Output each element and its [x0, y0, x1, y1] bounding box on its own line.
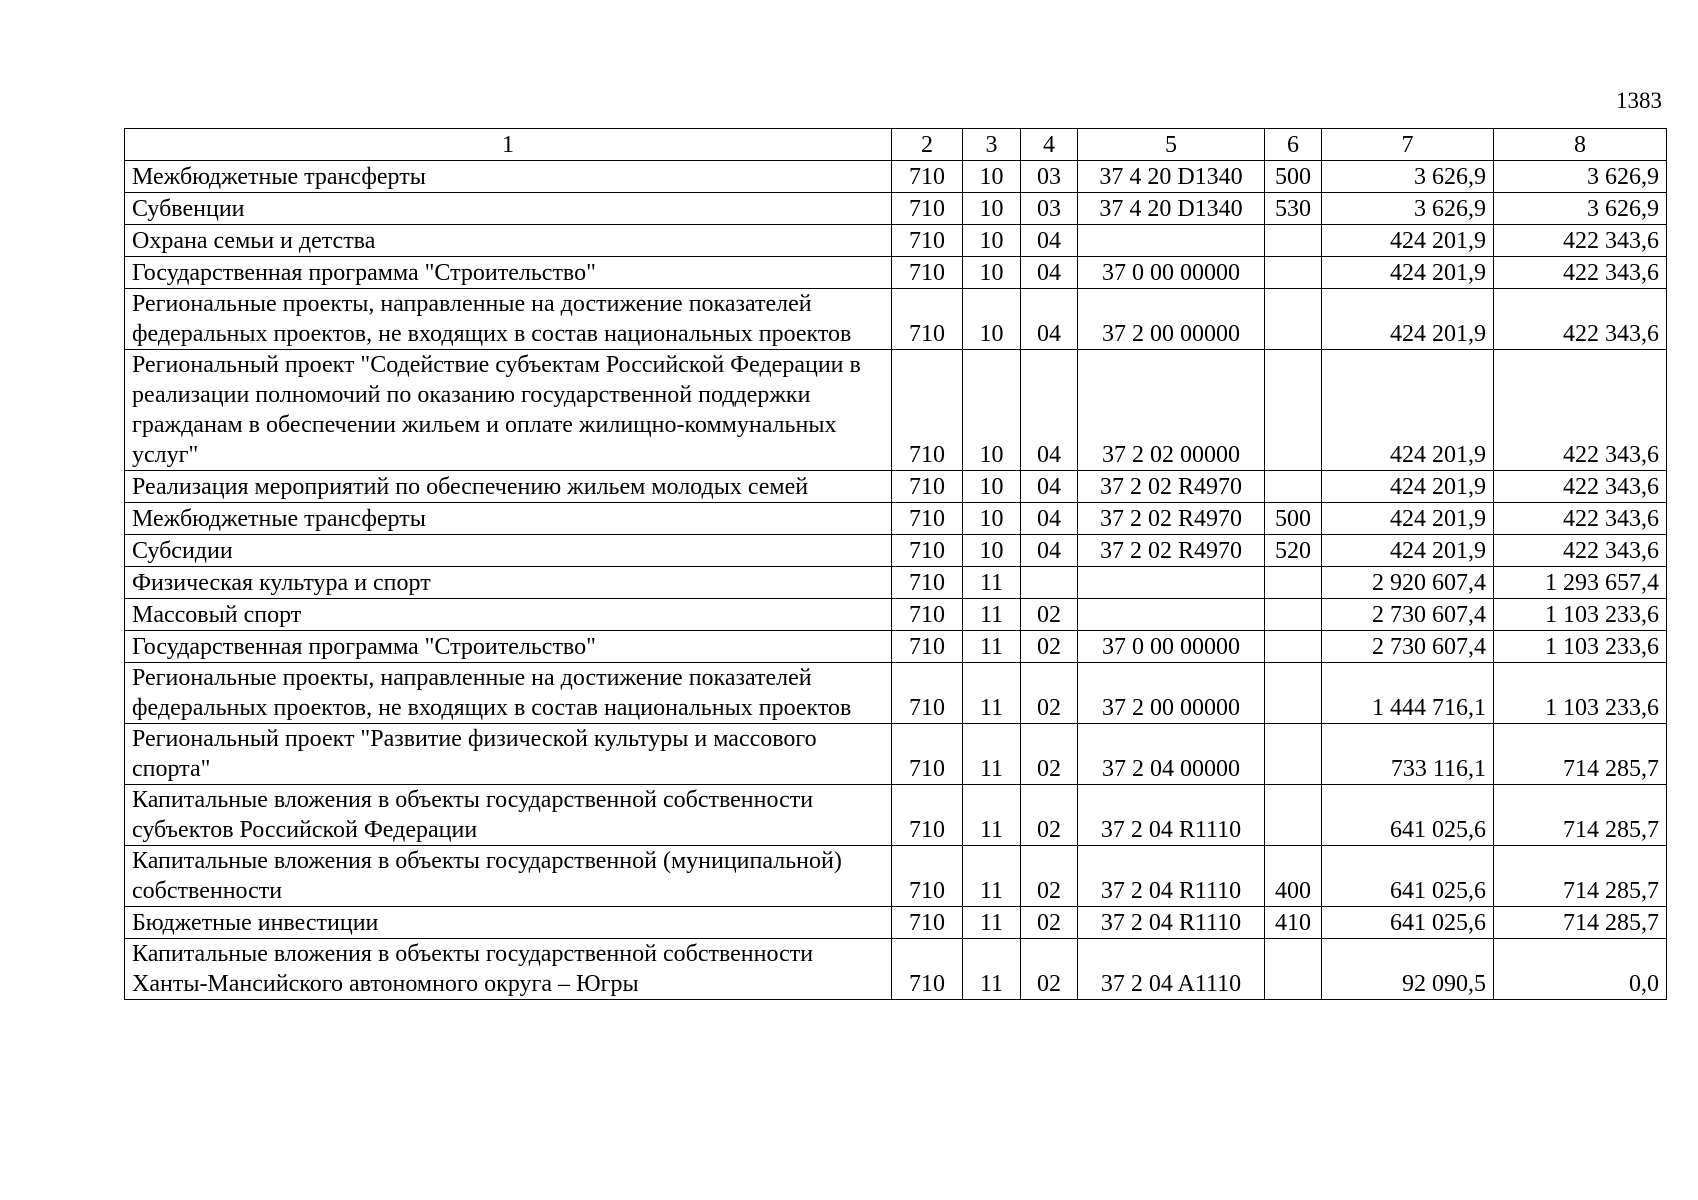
row-target-article-cell: 37 2 00 00000 — [1078, 663, 1265, 724]
row-expense-type-cell: 400 — [1265, 846, 1322, 907]
row-admin-code-cell: 710 — [892, 503, 963, 535]
row-admin-code-cell: 710 — [892, 471, 963, 503]
row-amount-col7-cell: 2 730 607,4 — [1322, 599, 1494, 631]
row-name-cell: Межбюджетные трансферты — [125, 161, 892, 193]
table-row — [125, 257, 1667, 289]
row-amount-col8-cell: 1 293 657,4 — [1494, 567, 1667, 599]
table-row — [125, 724, 1667, 785]
row-target-article-cell — [1078, 225, 1265, 257]
row-amount-col7-cell: 2 920 607,4 — [1322, 567, 1494, 599]
row-section-cell: 10 — [963, 350, 1021, 471]
row-section-cell: 11 — [963, 939, 1021, 1000]
row-name-cell: Государственная программа "Строительство" — [125, 631, 892, 663]
row-name-cell: Капитальные вложения в объекты государственной собственности Ханты-Мансийского автономного округа – Югры — [125, 939, 892, 1000]
table-row — [125, 161, 1667, 193]
row-amount-col8-cell: 422 343,6 — [1494, 257, 1667, 289]
row-subsection-cell: 02 — [1021, 724, 1078, 785]
table-row — [125, 846, 1667, 907]
row-name-cell: Бюджетные инвестиции — [125, 907, 892, 939]
row-target-article-cell: 37 4 20 D1340 — [1078, 161, 1265, 193]
row-target-article-cell: 37 4 20 D1340 — [1078, 193, 1265, 225]
row-amount-col8-cell: 3 626,9 — [1494, 193, 1667, 225]
row-amount-col7-cell: 641 025,6 — [1322, 785, 1494, 846]
row-subsection-cell: 03 — [1021, 161, 1078, 193]
row-expense-type-cell — [1265, 471, 1322, 503]
row-subsection-cell: 04 — [1021, 503, 1078, 535]
header-cell-1: 1 — [125, 129, 892, 161]
row-expense-type-cell: 530 — [1265, 193, 1322, 225]
row-section-cell: 10 — [963, 193, 1021, 225]
row-admin-code-cell: 710 — [892, 907, 963, 939]
table-row — [125, 535, 1667, 567]
row-amount-col7-cell: 424 201,9 — [1322, 535, 1494, 567]
row-section-cell: 10 — [963, 289, 1021, 350]
row-target-article-cell: 37 2 02 00000 — [1078, 350, 1265, 471]
row-amount-col7-cell: 424 201,9 — [1322, 503, 1494, 535]
row-name-cell: Региональный проект "Развитие физической культуры и массового спорта" — [125, 724, 892, 785]
row-expense-type-cell — [1265, 599, 1322, 631]
table-row — [125, 663, 1667, 724]
row-section-cell: 10 — [963, 471, 1021, 503]
row-amount-col7-cell: 424 201,9 — [1322, 350, 1494, 471]
row-subsection-cell: 04 — [1021, 225, 1078, 257]
table-row — [125, 907, 1667, 939]
header-cell-2: 2 — [892, 129, 963, 161]
row-subsection-cell: 03 — [1021, 193, 1078, 225]
row-amount-col7-cell: 424 201,9 — [1322, 471, 1494, 503]
table-row — [125, 289, 1667, 350]
row-subsection-cell: 04 — [1021, 350, 1078, 471]
row-name-cell: Капитальные вложения в объекты государственной (муниципальной) собственности — [125, 846, 892, 907]
row-amount-col7-cell: 641 025,6 — [1322, 846, 1494, 907]
row-name-cell: Субвенции — [125, 193, 892, 225]
table-body — [125, 161, 1667, 1000]
row-admin-code-cell: 710 — [892, 724, 963, 785]
row-expense-type-cell — [1265, 631, 1322, 663]
row-section-cell: 10 — [963, 257, 1021, 289]
row-target-article-cell: 37 2 00 00000 — [1078, 289, 1265, 350]
row-amount-col7-cell: 641 025,6 — [1322, 907, 1494, 939]
row-subsection-cell: 02 — [1021, 846, 1078, 907]
row-amount-col8-cell: 3 626,9 — [1494, 161, 1667, 193]
row-amount-col7-cell: 733 116,1 — [1322, 724, 1494, 785]
row-section-cell: 11 — [963, 663, 1021, 724]
row-amount-col8-cell: 422 343,6 — [1494, 289, 1667, 350]
row-amount-col8-cell: 1 103 233,6 — [1494, 631, 1667, 663]
row-target-article-cell: 37 2 02 R4970 — [1078, 471, 1265, 503]
row-name-cell: Физическая культура и спорт — [125, 567, 892, 599]
row-admin-code-cell: 710 — [892, 599, 963, 631]
row-expense-type-cell: 500 — [1265, 161, 1322, 193]
row-admin-code-cell: 710 — [892, 567, 963, 599]
row-subsection-cell: 02 — [1021, 663, 1078, 724]
row-amount-col7-cell: 3 626,9 — [1322, 193, 1494, 225]
table-row — [125, 350, 1667, 471]
row-subsection-cell: 02 — [1021, 939, 1078, 1000]
row-amount-col8-cell: 422 343,6 — [1494, 225, 1667, 257]
row-admin-code-cell: 710 — [892, 939, 963, 1000]
table-row — [125, 939, 1667, 1000]
table-row — [125, 631, 1667, 663]
row-expense-type-cell — [1265, 289, 1322, 350]
row-subsection-cell: 02 — [1021, 785, 1078, 846]
table-row — [125, 193, 1667, 225]
row-admin-code-cell: 710 — [892, 193, 963, 225]
header-cell-5: 5 — [1078, 129, 1265, 161]
row-admin-code-cell: 710 — [892, 631, 963, 663]
row-admin-code-cell: 710 — [892, 225, 963, 257]
header-cell-3: 3 — [963, 129, 1021, 161]
row-section-cell: 10 — [963, 503, 1021, 535]
page-number: 1383 — [1616, 88, 1662, 113]
header-row — [125, 129, 1667, 161]
row-target-article-cell: 37 2 04 R1110 — [1078, 846, 1265, 907]
row-admin-code-cell: 710 — [892, 846, 963, 907]
row-admin-code-cell: 710 — [892, 350, 963, 471]
row-section-cell: 11 — [963, 724, 1021, 785]
row-target-article-cell: 37 0 00 00000 — [1078, 631, 1265, 663]
row-amount-col8-cell: 422 343,6 — [1494, 350, 1667, 471]
row-target-article-cell: 37 2 04 00000 — [1078, 724, 1265, 785]
row-expense-type-cell: 520 — [1265, 535, 1322, 567]
row-subsection-cell: 02 — [1021, 631, 1078, 663]
row-amount-col7-cell: 424 201,9 — [1322, 257, 1494, 289]
row-target-article-cell: 37 2 04 A1110 — [1078, 939, 1265, 1000]
row-name-cell: Массовый спорт — [125, 599, 892, 631]
row-section-cell: 11 — [963, 907, 1021, 939]
row-expense-type-cell — [1265, 785, 1322, 846]
row-amount-col8-cell: 422 343,6 — [1494, 471, 1667, 503]
row-section-cell: 11 — [963, 567, 1021, 599]
row-name-cell: Региональные проекты, направленные на достижение показателей федеральных проектов, не входящих в состав национальных проектов — [125, 663, 892, 724]
table-row — [125, 503, 1667, 535]
row-amount-col8-cell: 1 103 233,6 — [1494, 599, 1667, 631]
row-expense-type-cell — [1265, 225, 1322, 257]
row-admin-code-cell: 710 — [892, 785, 963, 846]
row-subsection-cell — [1021, 567, 1078, 599]
header-cell-7: 7 — [1322, 129, 1494, 161]
row-name-cell: Субсидии — [125, 535, 892, 567]
row-name-cell: Государственная программа "Строительство" — [125, 257, 892, 289]
row-subsection-cell: 04 — [1021, 257, 1078, 289]
header-cell-6: 6 — [1265, 129, 1322, 161]
row-name-cell: Региональный проект "Содействие субъектам Российской Федерации в реализации полномочий по оказанию государственной поддержки гражданам в обеспечении жильем и оплате жилищно-коммунальных услуг" — [125, 350, 892, 471]
row-expense-type-cell — [1265, 939, 1322, 1000]
row-subsection-cell: 04 — [1021, 289, 1078, 350]
row-expense-type-cell: 500 — [1265, 503, 1322, 535]
row-expense-type-cell — [1265, 257, 1322, 289]
row-admin-code-cell: 710 — [892, 161, 963, 193]
row-amount-col8-cell: 0,0 — [1494, 939, 1667, 1000]
row-name-cell: Реализация мероприятий по обеспечению жильем молодых семей — [125, 471, 892, 503]
row-amount-col8-cell: 1 103 233,6 — [1494, 663, 1667, 724]
row-amount-col7-cell: 424 201,9 — [1322, 289, 1494, 350]
row-expense-type-cell — [1265, 663, 1322, 724]
row-section-cell: 11 — [963, 846, 1021, 907]
table-row — [125, 785, 1667, 846]
row-amount-col8-cell: 714 285,7 — [1494, 724, 1667, 785]
row-section-cell: 11 — [963, 631, 1021, 663]
row-subsection-cell: 02 — [1021, 599, 1078, 631]
row-amount-col8-cell: 422 343,6 — [1494, 503, 1667, 535]
row-target-article-cell: 37 2 02 R4970 — [1078, 535, 1265, 567]
row-section-cell: 11 — [963, 599, 1021, 631]
header-cell-4: 4 — [1021, 129, 1078, 161]
row-name-cell: Охрана семьи и детства — [125, 225, 892, 257]
table-row — [125, 471, 1667, 503]
row-admin-code-cell: 710 — [892, 663, 963, 724]
row-subsection-cell: 02 — [1021, 907, 1078, 939]
row-subsection-cell: 04 — [1021, 535, 1078, 567]
row-admin-code-cell: 710 — [892, 257, 963, 289]
table-row — [125, 599, 1667, 631]
row-expense-type-cell — [1265, 567, 1322, 599]
row-section-cell: 11 — [963, 785, 1021, 846]
header-cell-8: 8 — [1494, 129, 1667, 161]
row-subsection-cell: 04 — [1021, 471, 1078, 503]
row-section-cell: 10 — [963, 535, 1021, 567]
row-admin-code-cell: 710 — [892, 535, 963, 567]
row-expense-type-cell — [1265, 724, 1322, 785]
row-amount-col7-cell: 1 444 716,1 — [1322, 663, 1494, 724]
row-expense-type-cell — [1265, 350, 1322, 471]
row-section-cell: 10 — [963, 161, 1021, 193]
table-row — [125, 225, 1667, 257]
row-target-article-cell: 37 2 04 R1110 — [1078, 785, 1265, 846]
budget-table — [124, 128, 1667, 1000]
table-row — [125, 567, 1667, 599]
row-amount-col8-cell: 714 285,7 — [1494, 785, 1667, 846]
row-expense-type-cell: 410 — [1265, 907, 1322, 939]
row-name-cell: Межбюджетные трансферты — [125, 503, 892, 535]
row-amount-col7-cell: 3 626,9 — [1322, 161, 1494, 193]
row-target-article-cell — [1078, 567, 1265, 599]
row-amount-col7-cell: 424 201,9 — [1322, 225, 1494, 257]
row-amount-col8-cell: 422 343,6 — [1494, 535, 1667, 567]
row-amount-col8-cell: 714 285,7 — [1494, 846, 1667, 907]
row-amount-col7-cell: 2 730 607,4 — [1322, 631, 1494, 663]
row-target-article-cell — [1078, 599, 1265, 631]
row-section-cell: 10 — [963, 225, 1021, 257]
row-amount-col8-cell: 714 285,7 — [1494, 907, 1667, 939]
row-name-cell: Капитальные вложения в объекты государственной собственности субъектов Российской Федерации — [125, 785, 892, 846]
row-target-article-cell: 37 0 00 00000 — [1078, 257, 1265, 289]
row-admin-code-cell: 710 — [892, 289, 963, 350]
row-amount-col7-cell: 92 090,5 — [1322, 939, 1494, 1000]
row-target-article-cell: 37 2 04 R1110 — [1078, 907, 1265, 939]
row-target-article-cell: 37 2 02 R4970 — [1078, 503, 1265, 535]
row-name-cell: Региональные проекты, направленные на достижение показателей федеральных проектов, не входящих в состав национальных проектов — [125, 289, 892, 350]
